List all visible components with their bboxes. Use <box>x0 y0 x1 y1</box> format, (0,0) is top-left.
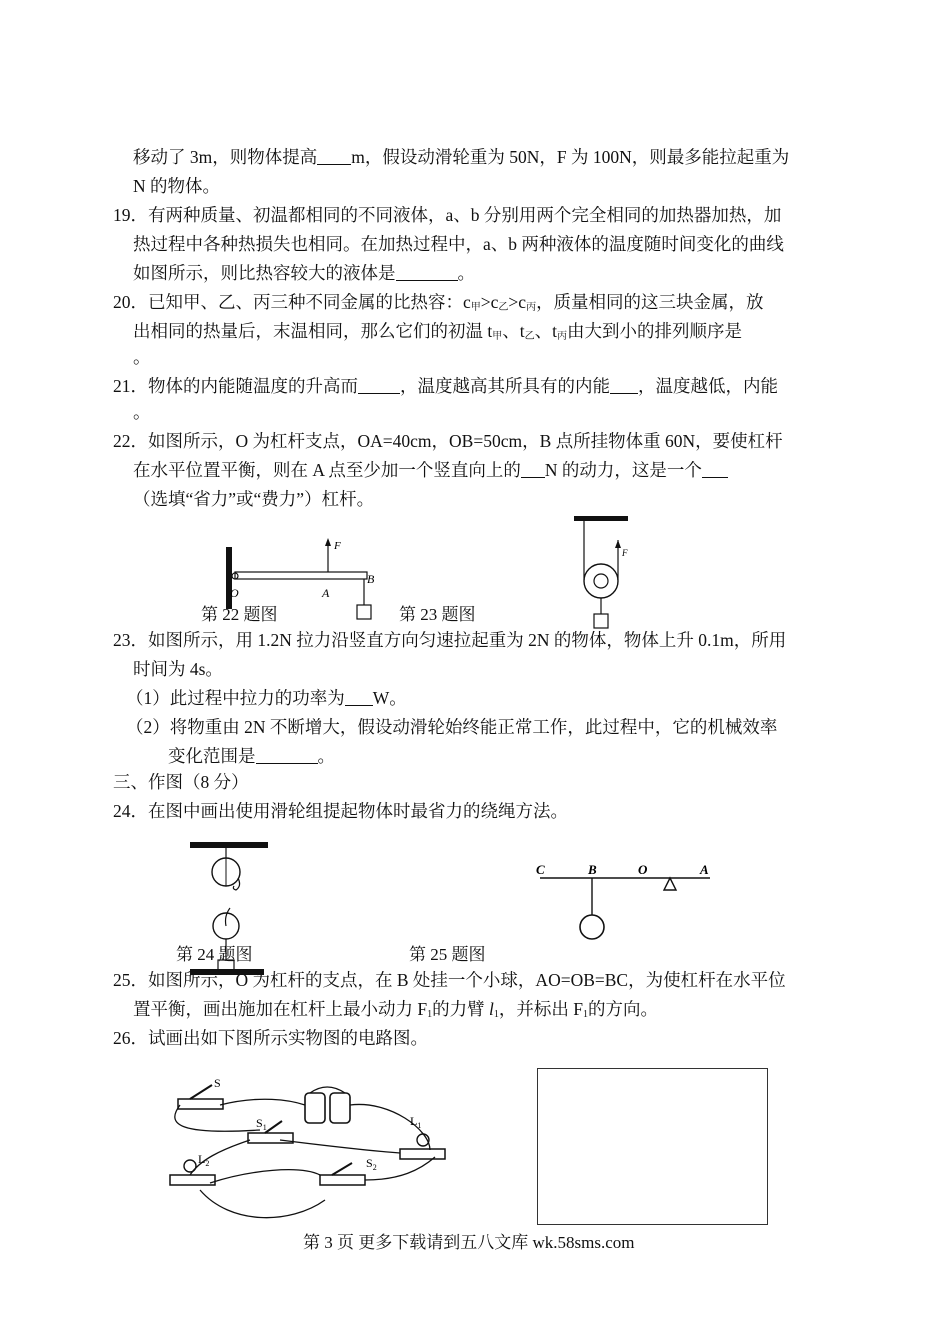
text: 移动了 3m，则物体提高 <box>133 147 318 167</box>
q22-line2 <box>133 458 728 482</box>
wire <box>280 1140 400 1153</box>
question-number: 23． <box>113 630 148 650</box>
text: 有两种质量、初温都相同的不同液体，a、b 分别用两个完全相同的加热器加热，加 <box>148 205 782 225</box>
q21-line2 <box>133 400 151 424</box>
answer-blank[interactable] <box>702 460 728 478</box>
text: 由大到小的排列顺序是 <box>567 321 742 341</box>
subscript: 甲 <box>470 302 481 313</box>
subscript: 甲 <box>492 331 503 342</box>
q23-part2 <box>126 715 777 739</box>
q23-part2-line2 <box>168 744 335 768</box>
label-B: B <box>367 572 375 586</box>
answer-blank[interactable] <box>358 376 400 394</box>
text: 物体的内能随温度的升高而 <box>148 376 358 396</box>
label-B: B <box>588 862 597 877</box>
question-number: 19． <box>113 205 148 225</box>
label-O: O <box>638 862 648 877</box>
subscript: 丙 <box>557 331 567 342</box>
answer-blank[interactable] <box>317 147 351 165</box>
text: 的方向。 <box>587 999 658 1019</box>
weight-box <box>357 605 371 619</box>
q19-line2 <box>133 232 784 256</box>
label-F: F <box>622 548 628 558</box>
label-A: A <box>700 862 709 877</box>
text: 试画出如下图所示实物图的电路图。 <box>148 1028 428 1048</box>
question-number: 21． <box>113 376 148 396</box>
q20-line1 <box>113 290 764 320</box>
battery-1 <box>305 1093 325 1123</box>
text: m，假设动滑轮重为 50N，F 为 100N，则最多能拉起重为 <box>351 147 790 167</box>
text: （1）此过程中拉力的功率为 <box>126 688 345 708</box>
figure-22-caption: 第 22 题图 <box>201 605 278 624</box>
answer-box[interactable] <box>537 1068 768 1225</box>
lever-bar <box>235 572 367 579</box>
text: ，温度越高其所具有的内能 <box>400 376 610 396</box>
subscript: 1 <box>427 1009 433 1020</box>
label-O: O <box>230 586 239 600</box>
q20-line2 <box>133 319 742 349</box>
q18-line2 <box>133 174 220 198</box>
text: 。 <box>317 746 335 766</box>
text: ，温度越低，内能 <box>638 376 778 396</box>
battery-link <box>310 1087 345 1093</box>
text: 热过程中各种热损失也相同。在加热过程中，a、b 两种液体的温度随时间变化的曲线 <box>133 234 784 254</box>
ball <box>580 915 604 939</box>
figure-25-lever <box>530 858 720 948</box>
q23-part1 <box>126 686 407 710</box>
arrow-head <box>325 538 331 546</box>
answer-blank[interactable] <box>256 746 318 764</box>
q18-line1 <box>133 145 789 169</box>
text: 变化范围是 <box>168 746 256 766</box>
text: >c <box>480 292 499 312</box>
lamp-L2-base <box>170 1175 215 1185</box>
text: 。 <box>133 402 151 422</box>
label-C: C <box>536 862 545 877</box>
text: >c <box>508 292 527 312</box>
label-S2: $S_2$ <box>366 1156 377 1172</box>
lamp-L1-base <box>400 1149 445 1159</box>
text: N 的物体。 <box>133 176 221 196</box>
page-footer: 第 3 页 更多下载请到五八文库 wk.58sms.com <box>303 1233 635 1252</box>
text: 如图所示，则比热容较大的液体是 <box>133 263 396 283</box>
wire <box>210 1170 320 1183</box>
text: 出相同的热量后，末温相同，那么它们的初温 t <box>133 321 493 341</box>
q19-line3 <box>133 261 475 285</box>
figure-24-caption: 第 24 题图 <box>176 945 253 964</box>
q20-line3 <box>133 345 151 369</box>
ceiling <box>574 516 628 521</box>
q23-line2 <box>133 657 223 681</box>
text: 在图中画出使用滑轮组提起物体时最省力的绕绳方法。 <box>148 801 568 821</box>
text: 、t <box>534 321 557 341</box>
q25-line1 <box>113 968 786 992</box>
text: N 的动力，这是一个 <box>544 460 702 480</box>
question-number: 22． <box>113 431 148 451</box>
label-S: S <box>214 1076 221 1090</box>
question-number: 26． <box>113 1028 148 1048</box>
q26-line1 <box>113 1026 428 1050</box>
label-S1: $S_1$ <box>256 1116 267 1132</box>
q25-line2 <box>133 997 658 1027</box>
pulley-hub <box>594 574 608 588</box>
battery-2 <box>330 1093 350 1123</box>
question-number: 20． <box>113 292 148 312</box>
label-L2: $L_2$ <box>198 1152 210 1168</box>
fulcrum <box>664 878 676 890</box>
label-A: A <box>322 586 330 600</box>
text: 。 <box>457 263 475 283</box>
q21-line1 <box>113 374 778 398</box>
text: 。 <box>133 347 151 367</box>
subscript: 乙 <box>498 302 509 313</box>
text: 已知甲、乙、丙三种不同金属的比热容：c <box>148 292 471 312</box>
label-F: F <box>334 540 341 552</box>
subscript: 1 <box>493 1009 499 1020</box>
answer-blank[interactable] <box>396 263 458 281</box>
text: W。 <box>372 688 407 708</box>
text: 如图所示，用 1.2N 拉力沿竖直方向匀速拉起重为 2N 的物体，物体上升 0.1m，所用 <box>148 630 787 650</box>
q23-line1 <box>113 628 786 652</box>
weight-box <box>594 614 608 628</box>
question-number: 24． <box>113 801 148 821</box>
figure-23-pulley <box>570 514 630 634</box>
answer-blank[interactable] <box>521 460 545 478</box>
figure-25-caption: 第 25 题图 <box>409 945 486 964</box>
question-number: 25． <box>113 970 148 990</box>
figure-23-caption: 第 23 题图 <box>399 605 476 624</box>
subscript: 1 <box>582 1009 588 1020</box>
text: ，并标出 F <box>498 999 583 1019</box>
hook <box>226 908 231 926</box>
text: 在水平位置平衡，则在 A 点至少加一个竖直向上的 <box>133 460 521 480</box>
q22-line3 <box>133 487 374 511</box>
text: ，质量相同的这三块金属，放 <box>536 292 764 312</box>
switch-lever <box>332 1163 352 1175</box>
arrow-head <box>615 540 621 548</box>
label-L1: $L_1$ <box>410 1114 422 1130</box>
answer-blank[interactable] <box>610 376 638 394</box>
text: 的力臂 <box>432 999 489 1019</box>
wire <box>220 1099 305 1105</box>
switch-lever <box>190 1085 212 1099</box>
text: 时间为 4s。 <box>133 659 223 679</box>
symbol-l: l <box>488 999 494 1019</box>
lamp-L2 <box>184 1160 196 1172</box>
text: 如图所示，O 为杠杆的支点，在 B 处挂一个小球，AO=OB=BC，为使杠杆在水平位 <box>148 970 786 990</box>
section-title: 三、作图（8 分） <box>113 772 249 792</box>
text: 如图所示，O 为杠杆支点，OA=40cm，OB=50cm，B 点所挂物体重 60N，要使杠杆 <box>148 431 783 451</box>
switch-S1 <box>248 1133 293 1143</box>
q19-line1 <box>113 203 781 227</box>
figure-26-circuit <box>160 1075 460 1225</box>
text: （2）将物重由 2N 不断增大，假设动滑轮始终能正常工作，此过程中，它的机械效率 <box>126 717 778 737</box>
q24-line1 <box>113 799 568 823</box>
text: 、t <box>502 321 525 341</box>
q22-line1 <box>113 429 783 453</box>
wire <box>200 1190 325 1218</box>
ceiling <box>190 842 268 848</box>
subscript: 乙 <box>524 331 535 342</box>
pulley-wheel <box>584 564 618 598</box>
switch-S2 <box>320 1175 365 1185</box>
switch-lever <box>265 1121 282 1133</box>
text: （选填“省力”或“费力”）杠杆。 <box>133 489 375 509</box>
subscript: 丙 <box>526 302 537 313</box>
switch-S <box>178 1099 223 1109</box>
text: 置平衡，画出施加在杠杆上最小动力 F <box>133 999 428 1019</box>
answer-blank[interactable] <box>345 688 373 706</box>
